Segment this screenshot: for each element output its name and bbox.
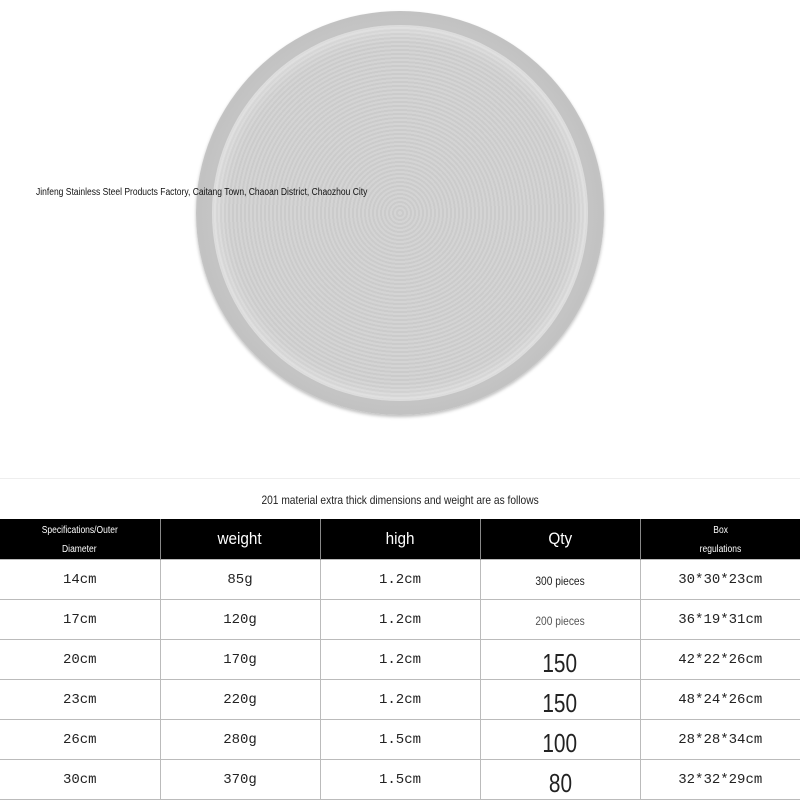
qty-value: 300 pieces: [535, 573, 585, 588]
cell-weight: [160, 680, 320, 720]
header-spec: [0, 519, 160, 560]
spec-value: 26cm: [62, 731, 97, 748]
spec-value: 17cm: [62, 611, 97, 628]
spec-table: [0, 519, 800, 800]
high-value: 1.5cm: [378, 731, 421, 748]
cell-qty: [480, 680, 640, 720]
high-value: 1.2cm: [378, 651, 421, 668]
header-weight: [160, 519, 320, 560]
weight-value: 120g: [223, 611, 257, 628]
cell-box: [640, 560, 800, 600]
header-box: [640, 519, 800, 560]
spec-value: 14cm: [62, 571, 97, 588]
plate-surface: [212, 25, 588, 401]
table-header-row: [0, 519, 800, 560]
qty-value: 150: [542, 648, 578, 678]
cell-high: [320, 600, 480, 640]
box-value: 32*32*29cm: [678, 771, 763, 788]
high-value: 1.5cm: [378, 771, 421, 788]
cell-box: [640, 680, 800, 720]
cell-weight: [160, 760, 320, 800]
qty-value: 80: [548, 768, 572, 798]
cell-weight: [160, 560, 320, 600]
weight-value: 85g: [227, 571, 253, 588]
weight-value: 220g: [223, 691, 257, 708]
cell-high: [320, 760, 480, 800]
box-value: 36*19*31cm: [678, 611, 763, 628]
table-row: [0, 640, 800, 680]
cell-spec: [0, 720, 160, 760]
header-high-text: high: [385, 529, 415, 548]
cell-weight: [160, 640, 320, 680]
qty-value: 100: [542, 728, 578, 758]
box-value: 30*30*23cm: [678, 571, 763, 588]
table-row: [0, 600, 800, 640]
header-spec-line1: Specifications/Outer: [41, 525, 118, 536]
table-row: [0, 560, 800, 600]
cell-weight: [160, 720, 320, 760]
header-box-line1: Box: [712, 525, 728, 536]
cell-high: [320, 640, 480, 680]
cell-weight: [160, 600, 320, 640]
weight-value: 370g: [223, 771, 257, 788]
header-spec-line2: Diameter: [62, 544, 97, 555]
caption-text: 201 material extra thick dimensions and weight are as follows: [261, 493, 539, 507]
header-qty: [480, 519, 640, 560]
cell-qty: [480, 640, 640, 680]
cell-qty: [480, 600, 640, 640]
weight-value: 280g: [223, 731, 257, 748]
cell-spec: [0, 600, 160, 640]
weight-value: 170g: [223, 651, 257, 668]
spec-value: 30cm: [62, 771, 97, 788]
cell-spec: [0, 680, 160, 720]
cell-qty: [480, 720, 640, 760]
divider: [0, 478, 800, 479]
cell-box: [640, 640, 800, 680]
cell-qty: [480, 560, 640, 600]
cell-box: [640, 720, 800, 760]
cell-box: [640, 600, 800, 640]
box-value: 28*28*34cm: [678, 731, 763, 748]
spec-value: 20cm: [62, 651, 97, 668]
table-row: [0, 720, 800, 760]
spec-value: 23cm: [62, 691, 97, 708]
cell-qty: [480, 760, 640, 800]
table-row: [0, 760, 800, 800]
high-value: 1.2cm: [378, 611, 421, 628]
qty-value: 200 pieces: [535, 613, 585, 628]
box-value: 48*24*26cm: [678, 691, 763, 708]
cell-high: [320, 560, 480, 600]
cell-high: [320, 680, 480, 720]
cell-spec: [0, 560, 160, 600]
cell-box: [640, 760, 800, 800]
factory-label: Jinfeng Stainless Steel Products Factory, Caitang Town, Chaoan District, Chaozhou City: [36, 187, 368, 198]
cell-spec: [0, 640, 160, 680]
table-caption: [0, 493, 800, 507]
cell-high: [320, 720, 480, 760]
qty-value: 150: [542, 688, 578, 718]
header-box-line2: regulations: [699, 544, 742, 555]
cell-spec: [0, 760, 160, 800]
box-value: 42*22*26cm: [678, 651, 763, 668]
table-row: [0, 680, 800, 720]
high-value: 1.2cm: [378, 571, 421, 588]
header-high: [320, 519, 480, 560]
stainless-steel-plate-image: [196, 11, 604, 415]
high-value: 1.2cm: [378, 691, 421, 708]
header-qty-text: Qty: [548, 529, 572, 548]
header-weight-text: weight: [217, 529, 263, 548]
